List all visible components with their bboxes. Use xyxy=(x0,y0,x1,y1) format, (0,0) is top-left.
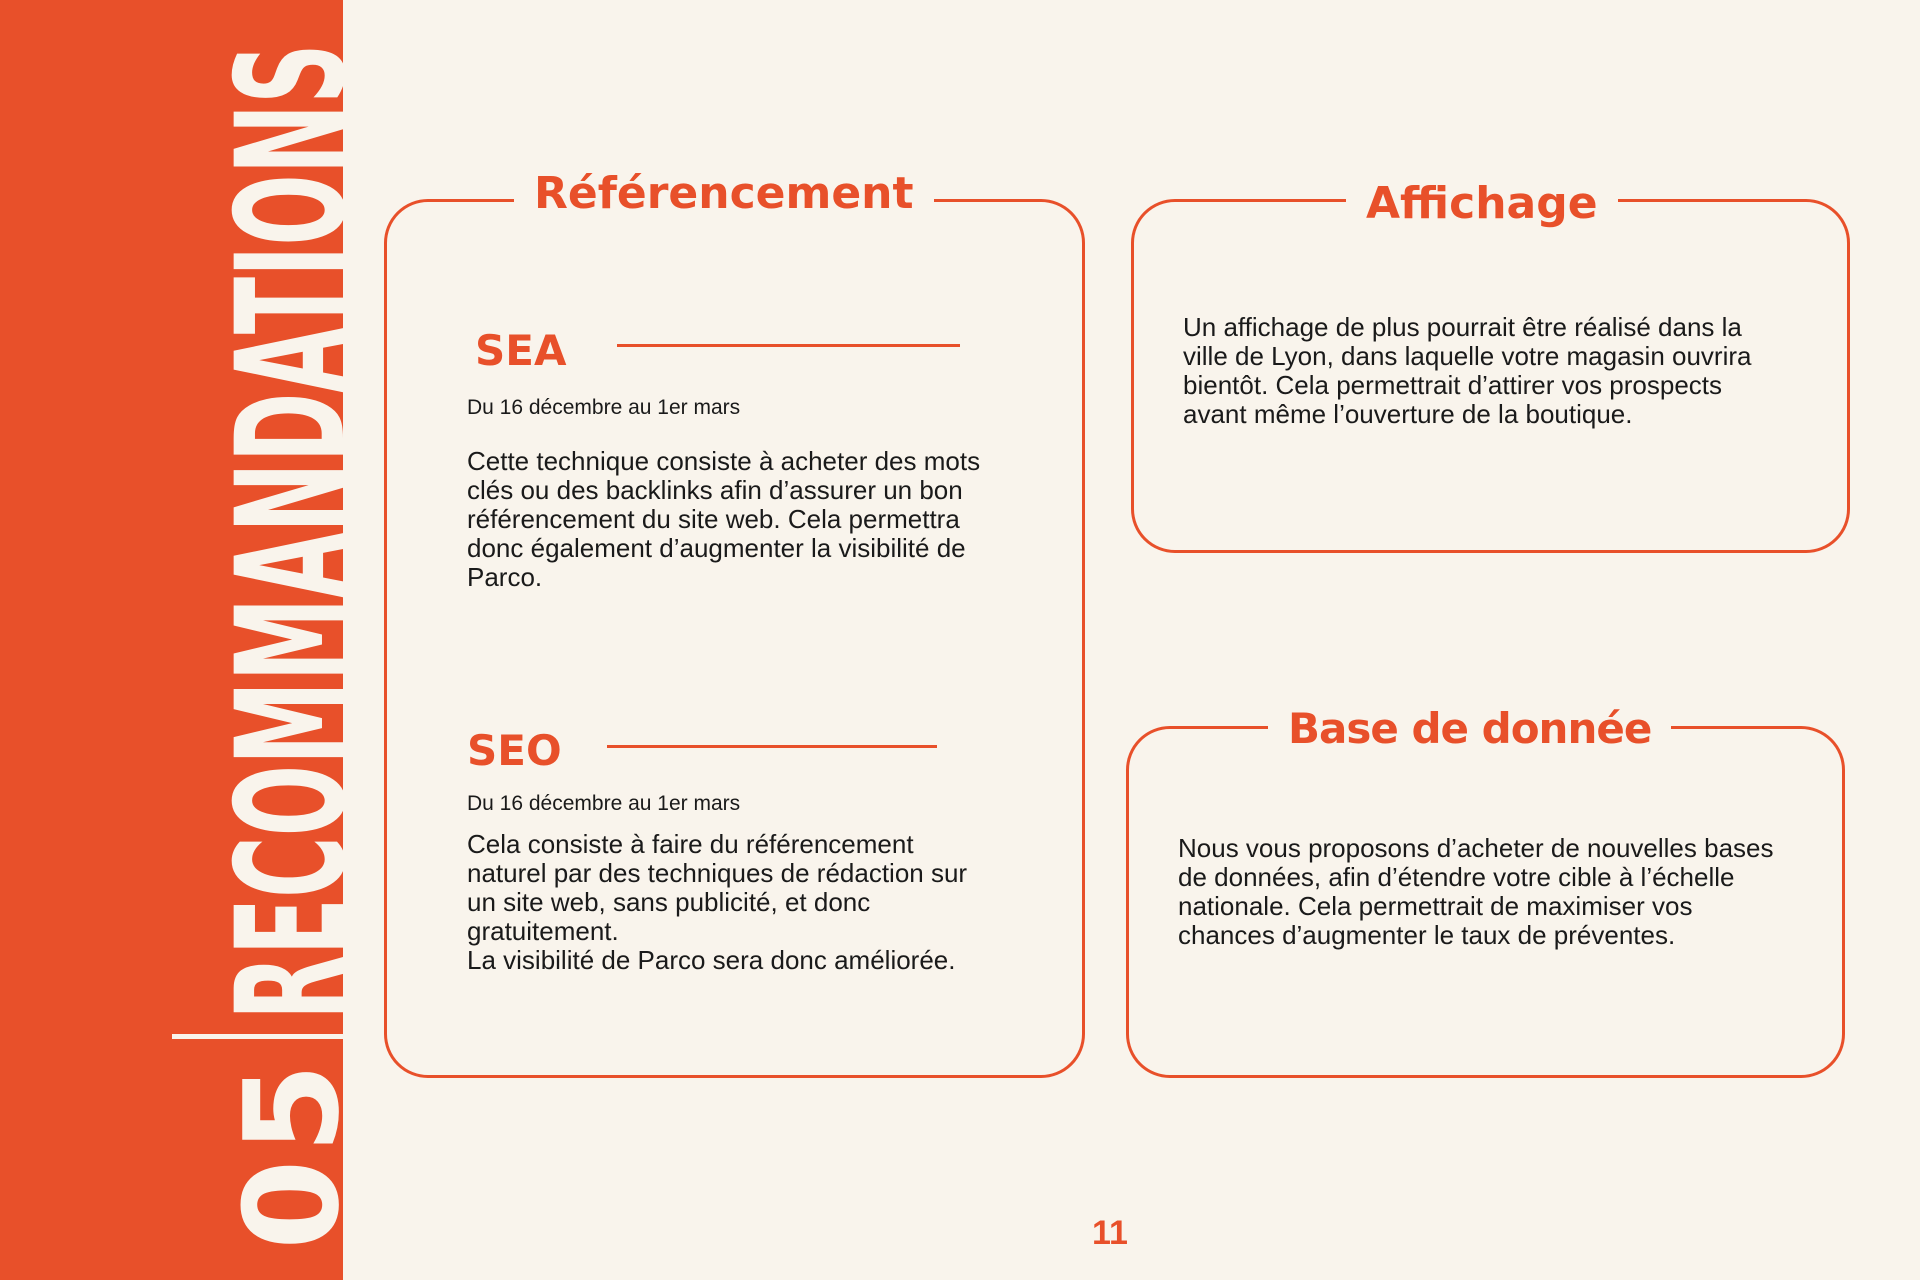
section-divider xyxy=(172,1034,412,1039)
seo-rule xyxy=(607,745,937,748)
seo-title: SEO xyxy=(467,726,562,775)
affichage-description: Un affichage de plus pourrait être réalisé dans la ville de Lyon, dans laquelle votre magasin ouvrira bientôt. Cela permettrait d’attirer vos prospects avant même l’ouverture de la boutique. xyxy=(1183,312,1752,429)
sea-description: Cette technique consiste à acheter des mots clés ou des backlinks afin d’assurer un bon référencement du site web. Cela permettra donc également d’augmenter la visibilité de Parco. xyxy=(467,446,981,592)
sea-date: Du 16 décembre au 1er mars xyxy=(467,396,741,419)
sea-rule xyxy=(617,344,960,347)
base-de-donnee-description: Nous vous proposons d’acheter de nouvelles bases de données, afin d’étendre votre cible à l’échelle nationale. Cela permettrait de maximiser vos chances d’augmenter le taux de préventes. xyxy=(1178,833,1774,950)
affichage-title: Affichage xyxy=(1346,182,1618,226)
page-number: 11 xyxy=(1092,1214,1128,1252)
referencement-title: Référencement xyxy=(514,172,934,216)
sea-title: SEA xyxy=(475,326,567,375)
base-de-donnee-title: Base de donnée xyxy=(1268,708,1671,750)
section-title: RECOMMANDATIONS xyxy=(205,43,379,1021)
section-sidebar xyxy=(0,0,379,1280)
section-heading xyxy=(172,0,412,1250)
seo-description: Cela consiste à faire du référencement naturel par des techniques de rédaction sur un site web, sans publicité, et donc gratuitement. La visibilité de Parco sera donc améliorée. xyxy=(467,829,968,975)
seo-date: Du 16 décembre au 1er mars xyxy=(467,792,741,815)
section-number: 05 xyxy=(216,1057,368,1250)
